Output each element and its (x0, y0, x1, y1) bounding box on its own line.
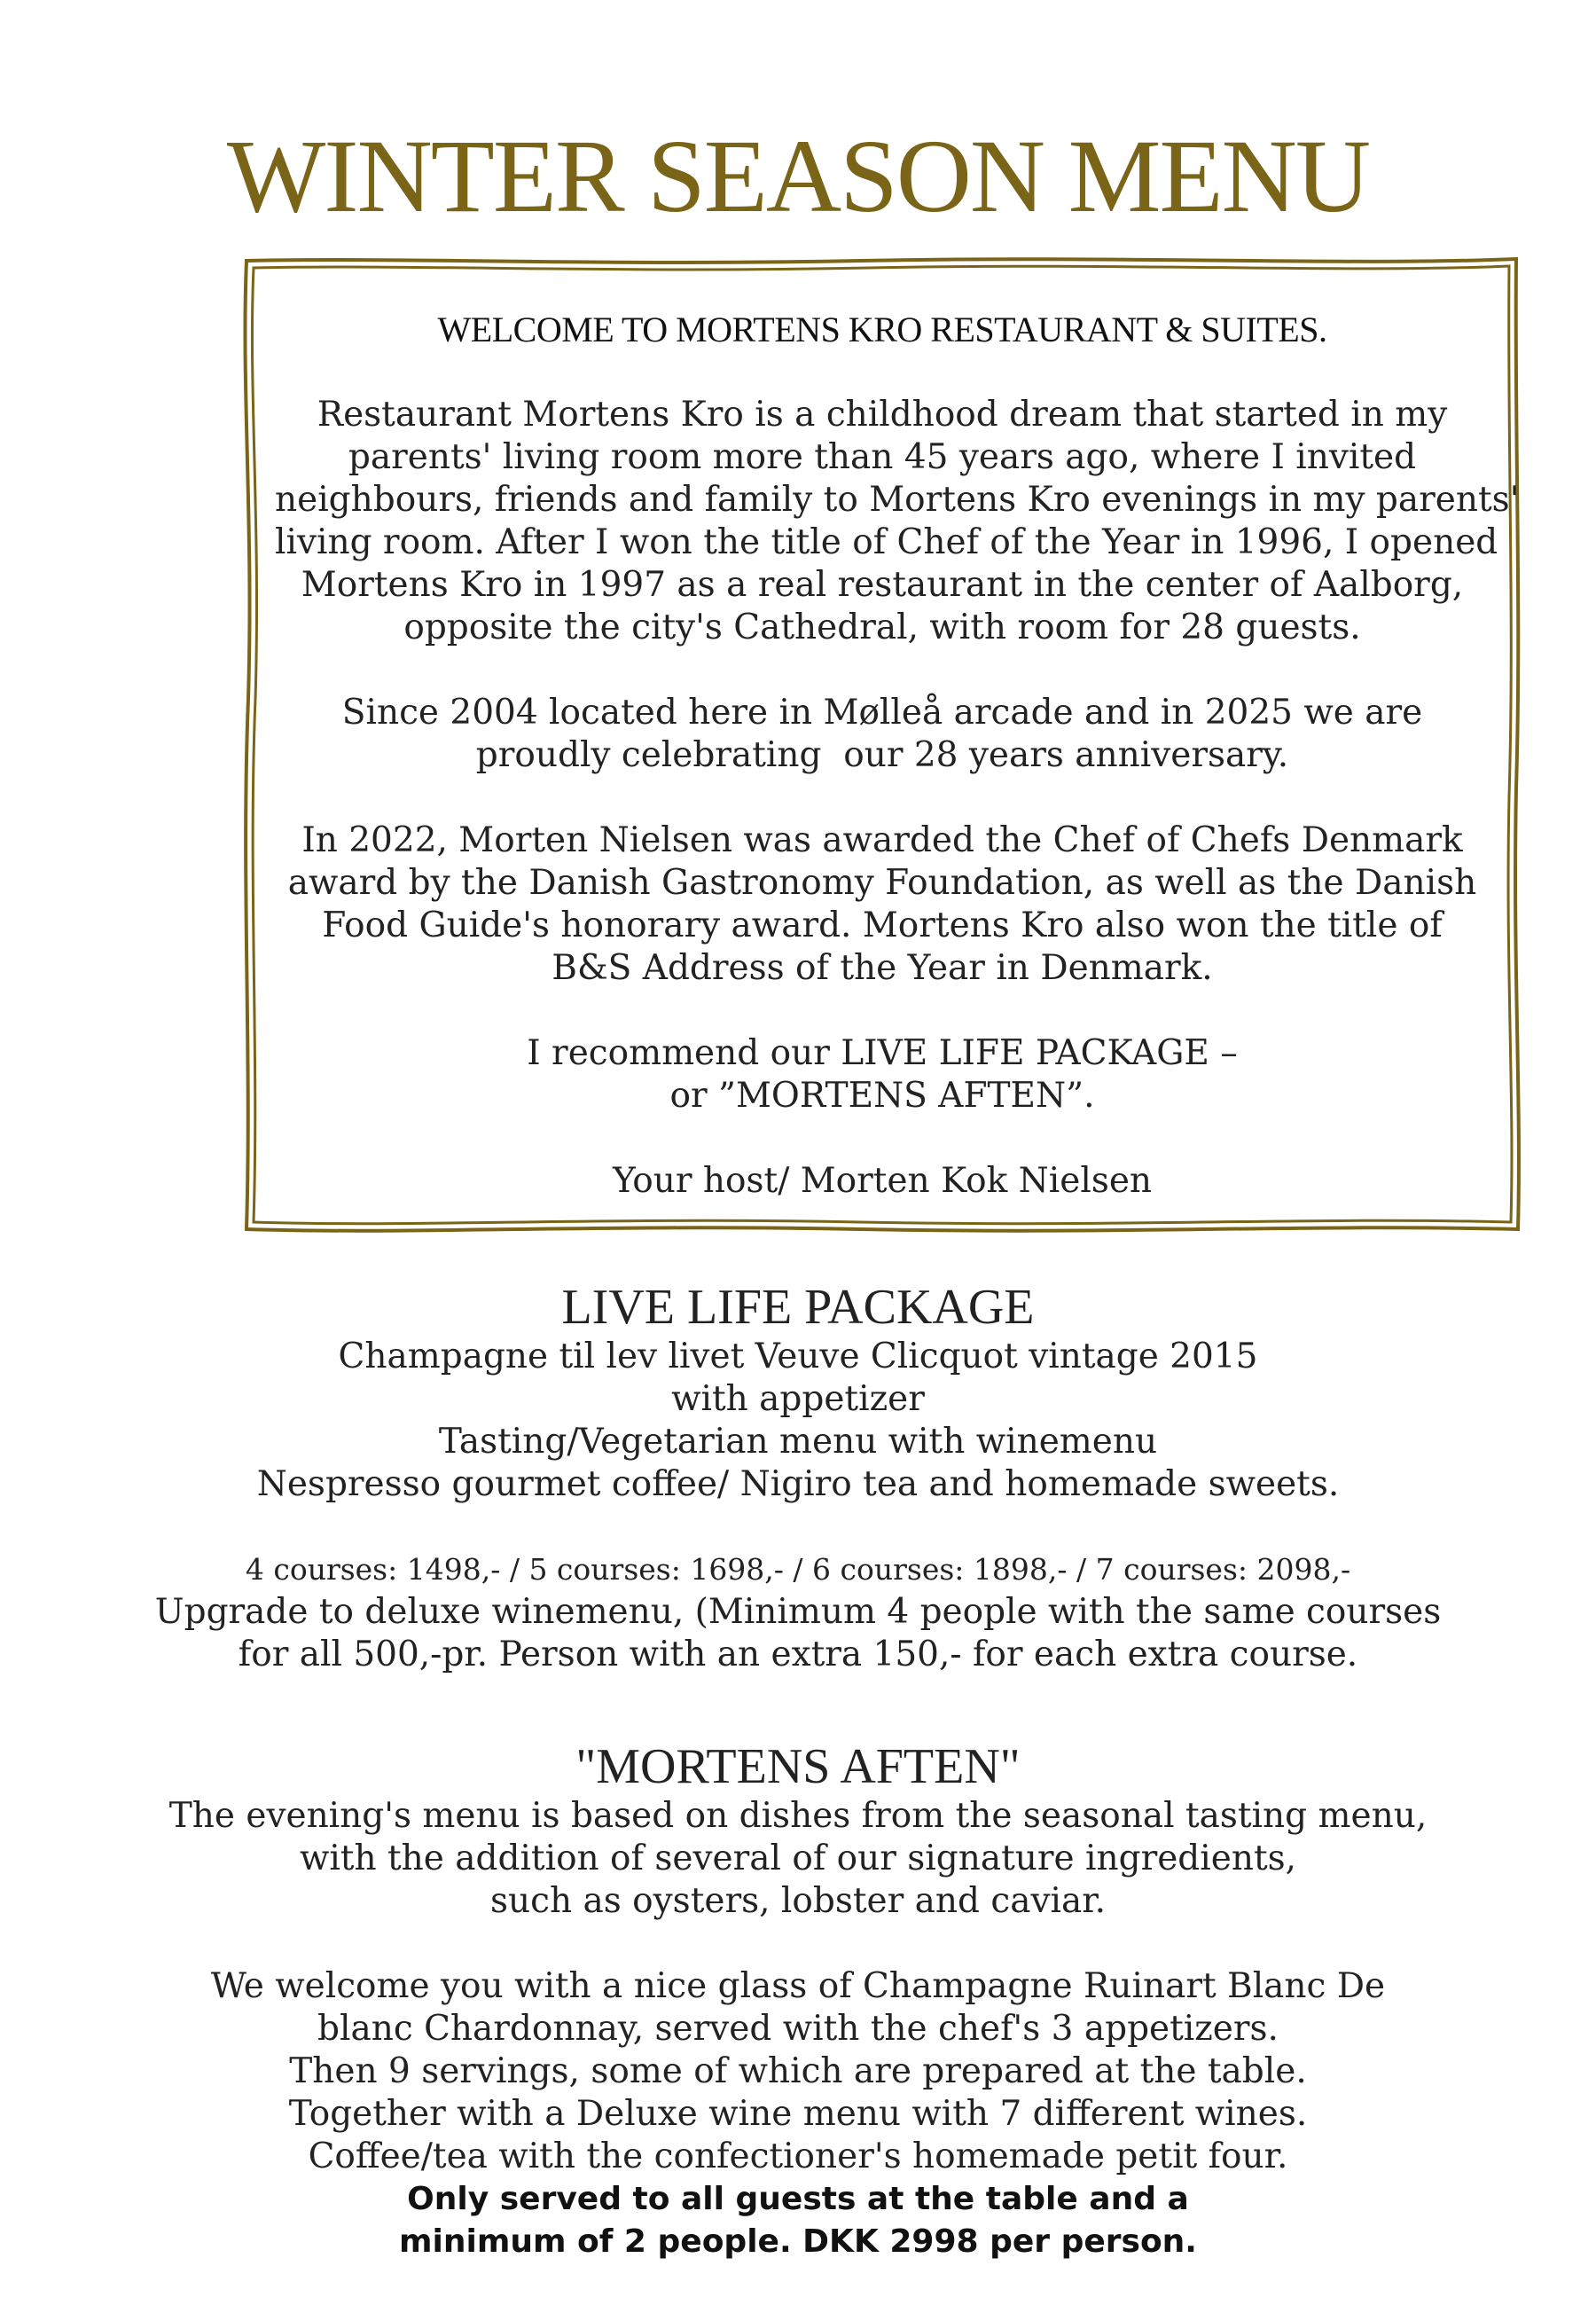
text-line: blanc Chardonnay, served with the chef's 3 appetizers. (317, 2009, 1279, 2049)
text-line: Only served to all guests at the table and a (407, 2181, 1189, 2217)
text-line: minimum of 2 people. DKK 2998 per person. (399, 2223, 1197, 2260)
text-line: I recommend our LIVE LIFE PACKAGE – (527, 1033, 1238, 1073)
mortens-aften-heading: "MORTENS AFTEN" (575, 1739, 1021, 1794)
text-line: such as oysters, lobster and caviar. (490, 1881, 1106, 1921)
text-line: or ”MORTENS AFTEN”. (669, 1076, 1095, 1116)
aften-intro (0, 1795, 1596, 1923)
location-paragraph (275, 692, 1490, 777)
text-line: Food Guide's honorary award. Mortens Kro also won the title of (322, 906, 1443, 945)
text-line: award by the Danish Gastronomy Foundation, as well as the Danish (287, 863, 1477, 903)
mortens-aften-section (0, 1738, 1596, 2263)
recommend-paragraph (275, 1032, 1490, 1117)
host-signature: Your host/ Morten Kok Nielsen (612, 1161, 1153, 1201)
menu-item: Tasting/Vegetarian menu with winemenu (438, 1422, 1158, 1462)
upgrade-note (0, 1591, 1596, 1676)
text-line: The evening's menu is based on dishes from the seasonal tasting menu, (168, 1796, 1428, 1836)
text-line: We welcome you with a nice glass of Champagne Ruinart Blanc De (210, 1966, 1386, 2006)
text-line: Then 9 servings, some of which are prepared at the table. (289, 2051, 1307, 2091)
text-line: Together with a Deluxe wine menu with 7 different wines. (288, 2094, 1308, 2134)
text-line: living room. After I won the title of Chef of the Year in 1996, I opened (275, 522, 1498, 562)
text-line: Coffee/tea with the confectioner's homemade petit four. (308, 2136, 1288, 2176)
welcome-frame (239, 255, 1525, 1235)
text-line: neighbours, friends and family to Mortens Kro evenings in my parents' (275, 480, 1520, 520)
text-line: with the addition of several of our signature ingredients, (299, 1839, 1297, 1878)
live-life-heading: LIVE LIFE PACKAGE (561, 1280, 1035, 1335)
text-line: opposite the city's Cathedral, with room for 28 guests. (403, 608, 1361, 647)
aften-details (0, 1965, 1596, 2178)
text-line: Since 2004 located here in Mølleå arcade and in 2025 we are (341, 693, 1423, 733)
text-line: for all 500,-pr. Person with an extra 150,- for each extra course. (238, 1635, 1358, 1674)
intro-paragraph (275, 394, 1520, 649)
text-line: In 2022, Morten Nielsen was awarded the Chef of Chefs Denmark (301, 820, 1463, 860)
page-title: WINTER SEASON MENU (226, 118, 1370, 234)
live-life-section (0, 1279, 1596, 1676)
live-life-items (0, 1336, 1596, 1506)
text-line: Restaurant Mortens Kro is a childhood dream that started in my (317, 395, 1448, 435)
text-line: parents' living room more than 45 years ago, where I invited (348, 437, 1417, 477)
text-line: Mortens Kro in 1997 as a real restaurant in the center of Aalborg, (301, 565, 1464, 605)
aften-note (0, 2178, 1596, 2263)
menu-item: Nespresso gourmet coffee/ Nigiro tea and homemade sweets. (256, 1464, 1340, 1504)
welcome-heading: WELCOME TO MORTENS KRO RESTAURANT & SUITES. (437, 310, 1327, 349)
text-line: proudly celebrating our 28 years anniversary. (475, 735, 1289, 775)
award-paragraph (275, 819, 1490, 990)
menu-item: with appetizer (671, 1379, 925, 1419)
text-line: B&S Address of the Year in Denmark. (552, 948, 1213, 988)
menu-item: Champagne til lev livet Veuve Clicquot vintage 2015 (338, 1337, 1258, 1376)
course-prices: 4 courses: 1498,- / 5 courses: 1698,- / 6 courses: 1898,- / 7 courses: 2098,- (245, 1552, 1351, 1587)
text-line: Upgrade to deluxe winemenu, (Minimum 4 people with the same courses (154, 1592, 1442, 1632)
